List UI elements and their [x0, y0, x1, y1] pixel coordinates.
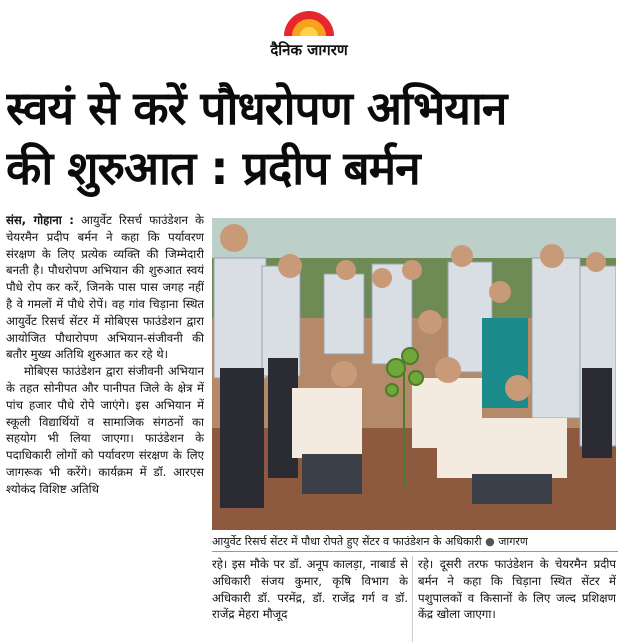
caption-text: आयुर्वेट रिसर्च सेंटर में पौधा रोपते हुए सेंटर व फाउंडेशन के अधिकारी [212, 535, 482, 548]
paragraph-1-text: आयुर्वेट रिसर्च फाउंडेशन के चेयरमैन प्रदीप बर्मन ने कहा कि पर्यावरण संरक्षण के लिए प्रत्येक व्यक्ति की जिम्मेदारी बनती है। पौधरोपण अभियान की शुरुआत स्वयं पौधे रोप कर करें, जिनके पास पास जगह नहीं है वे गमलों में पौधे रोपें। वह गांव चिड़ाना स्थित आयुर्वेट रिसर्च सेंटर में मोबिएस फाउंडेशन द्वारा आयोजित पौधारोपण अभियान-संजीवनी की बतौर मुख्य अतिथि शुरुआत कर रहे थे। [6, 213, 204, 362]
rising-sun-logo-icon [282, 6, 336, 36]
masthead-name: दैनिक जागरण [270, 41, 348, 59]
photo-illustration [212, 218, 616, 530]
article-paragraph-1 [6, 212, 204, 363]
article-column-middle [212, 556, 408, 642]
article-paragraph-2: मोबिएस फाउंडेशन द्वारा संजीवनी अभियान के तहत सोनीपत और पानीपत जिले के क्षेत्र में पांच हजार पौधे रोपे जाएंगे। इस अभियान में स्कूली विद्यार्थियों व सामाजिक संगठनों का सहयोग भी लिया जाएगा। फाउंडेशन के पदाधिकारी लोगों को पर्यावरण संरक्षण के लिए जागरूक भी करेंगे। कार्यक्रम में डॉ. आरएस श्योकंद विशिष्ट अतिथि [6, 364, 204, 496]
masthead [0, 0, 618, 72]
article-paragraph-3: रहे। इस मौके पर डॉ. अनूप कालड़ा, नाबार्ड से अधिकारी संजय कुमार, कृषि विभाग के अधिकारी डॉ. परमेंद्र, डॉ. राजेंद्र गर्ग व डॉ. राजेंद्र मेहरा मौजूद [212, 557, 408, 622]
credit-dot-icon: ● [485, 535, 495, 548]
dateline: संस, गोहाना : [6, 213, 74, 227]
article-paragraph-4: रहे। दूसरी तरफ फाउंडेशन के चेयरमैन प्रदीप बर्मन ने कहा कि चिड़ाना स्थित सेंटर में पशुपालकों व किसानों के लिए जल्द प्रशिक्षण केंद्र खोला जाएगा। [418, 557, 616, 622]
article-column-left [6, 212, 204, 642]
photo-caption [212, 533, 618, 552]
headline-line-2: की शुरुआत : प्रदीप बर्मन [6, 141, 420, 195]
news-photo [212, 218, 616, 530]
photo-credit: जागरण [498, 535, 528, 548]
column-divider [412, 556, 413, 642]
headline-line-1: स्वयं से करें पौधरोपण अभियान [6, 81, 507, 135]
article-column-right [418, 556, 616, 642]
